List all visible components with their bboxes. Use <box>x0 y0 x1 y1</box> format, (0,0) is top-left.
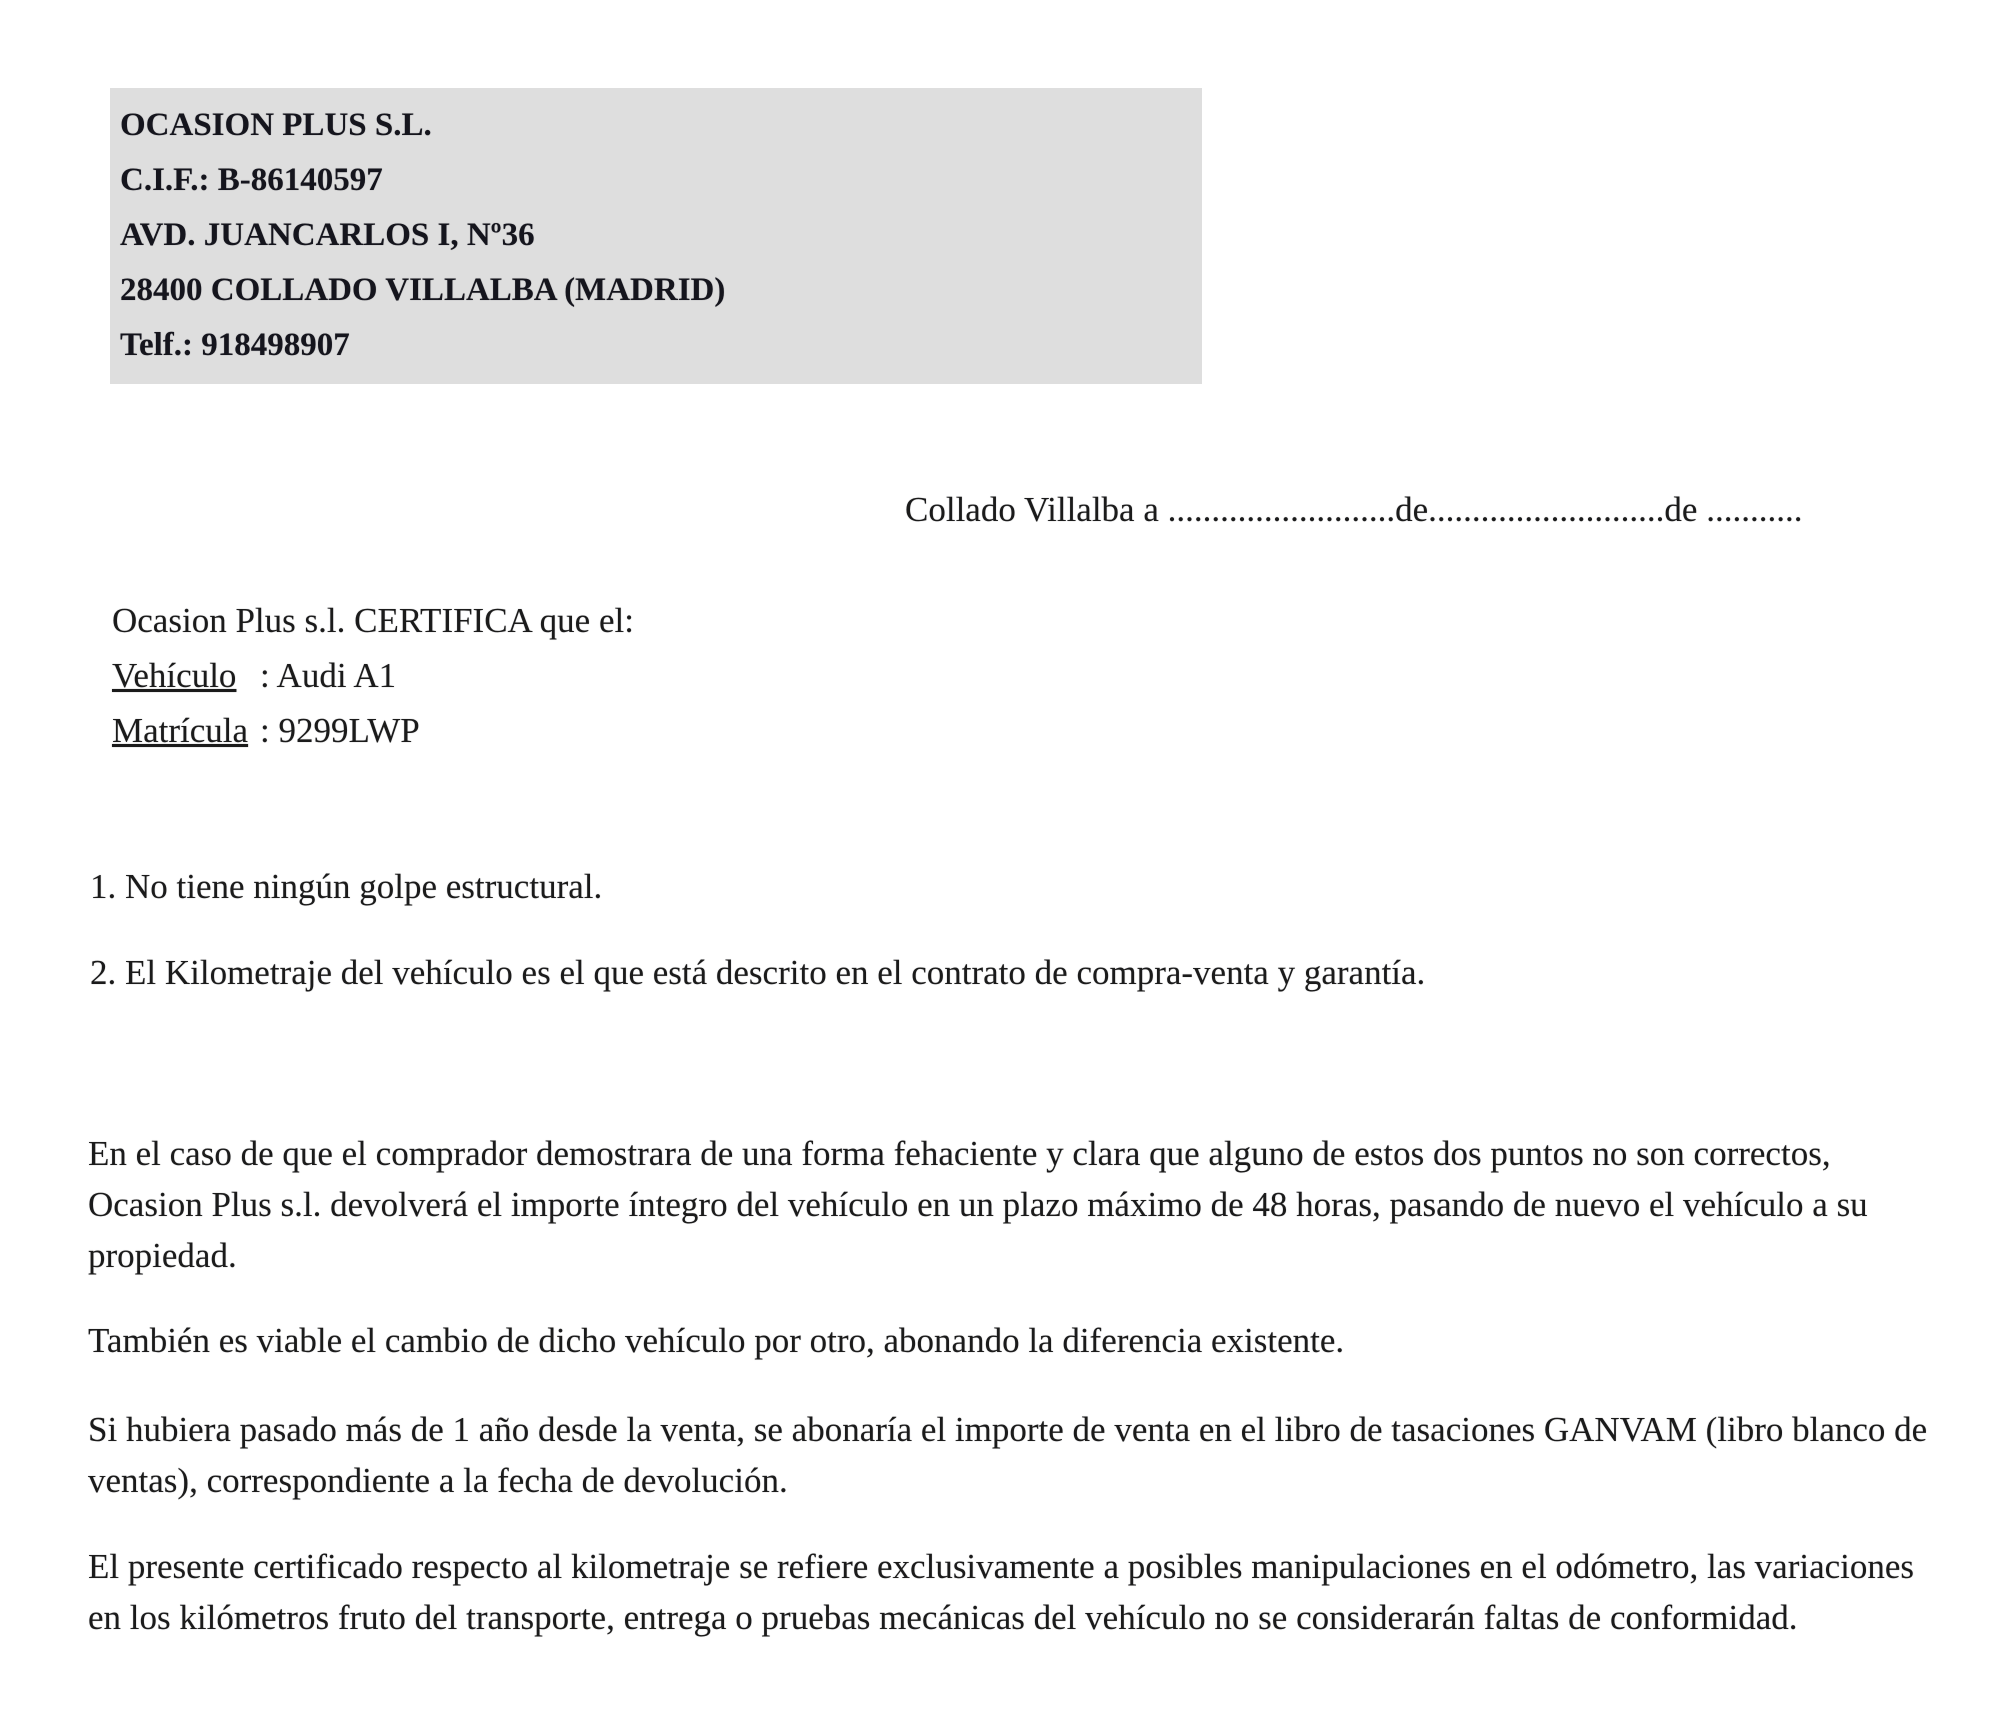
company-phone: Telf.: 918498907 <box>120 327 350 363</box>
paragraph-odometer-disclaimer: El presente certificado respecto al kilometraje se refiere exclusivamente a posibles manipulaciones en el odómetro, las variaciones en los kilómetros fruto del transporte, entrega o pruebas mecánicas del vehículo no se considerarán faltas de conformidad. <box>88 1547 1915 1637</box>
certify-field-vehicle <box>112 648 634 703</box>
condition-item-1: 1. No tiene ningún golpe estructural. <box>90 867 603 906</box>
paragraph-ganvam-valuation: Si hubiera pasado más de 1 año desde la venta, se abonaría el importe de venta en el libro de tasaciones GANVAM (libro blanco de ventas), correspondiente a la fecha de devolución. <box>88 1410 1928 1500</box>
company-city: 28400 COLLADO VILLALBA (MADRID) <box>120 272 726 308</box>
certify-field-plate <box>112 703 634 758</box>
company-name: OCASION PLUS S.L. <box>120 107 432 143</box>
date-line: Collado Villalba a ..........................de...........................de ........... <box>905 490 1803 529</box>
company-header-box <box>110 88 1202 384</box>
plate-label: Matrícula <box>112 711 249 750</box>
certify-intro: Ocasion Plus s.l. CERTIFICA que el: <box>112 601 634 640</box>
paragraph-exchange-option: También es viable el cambio de dicho vehículo por otro, abonando la diferencia existente. <box>88 1321 1345 1360</box>
certify-block <box>112 593 634 758</box>
company-cif: C.I.F.: B-86140597 <box>120 162 383 198</box>
company-address: AVD. JUANCARLOS I, Nº36 <box>120 217 535 253</box>
plate-value: : 9299LWP <box>260 711 420 750</box>
condition-item-2: 2. El Kilometraje del vehículo es el que está descrito en el contrato de compra-venta y garantía. <box>90 953 1426 992</box>
vehicle-value: : Audi A1 <box>260 656 397 695</box>
paragraph-refund-policy: En el caso de que el comprador demostrara de una forma fehaciente y clara que alguno de estos dos puntos no son correctos, Ocasion Plus s.l. devolverá el importe íntegro del vehículo en un plazo máximo de 48 horas, pasando de nuevo el vehículo a su propiedad. <box>88 1134 1868 1275</box>
vehicle-label: Vehículo <box>112 656 237 695</box>
